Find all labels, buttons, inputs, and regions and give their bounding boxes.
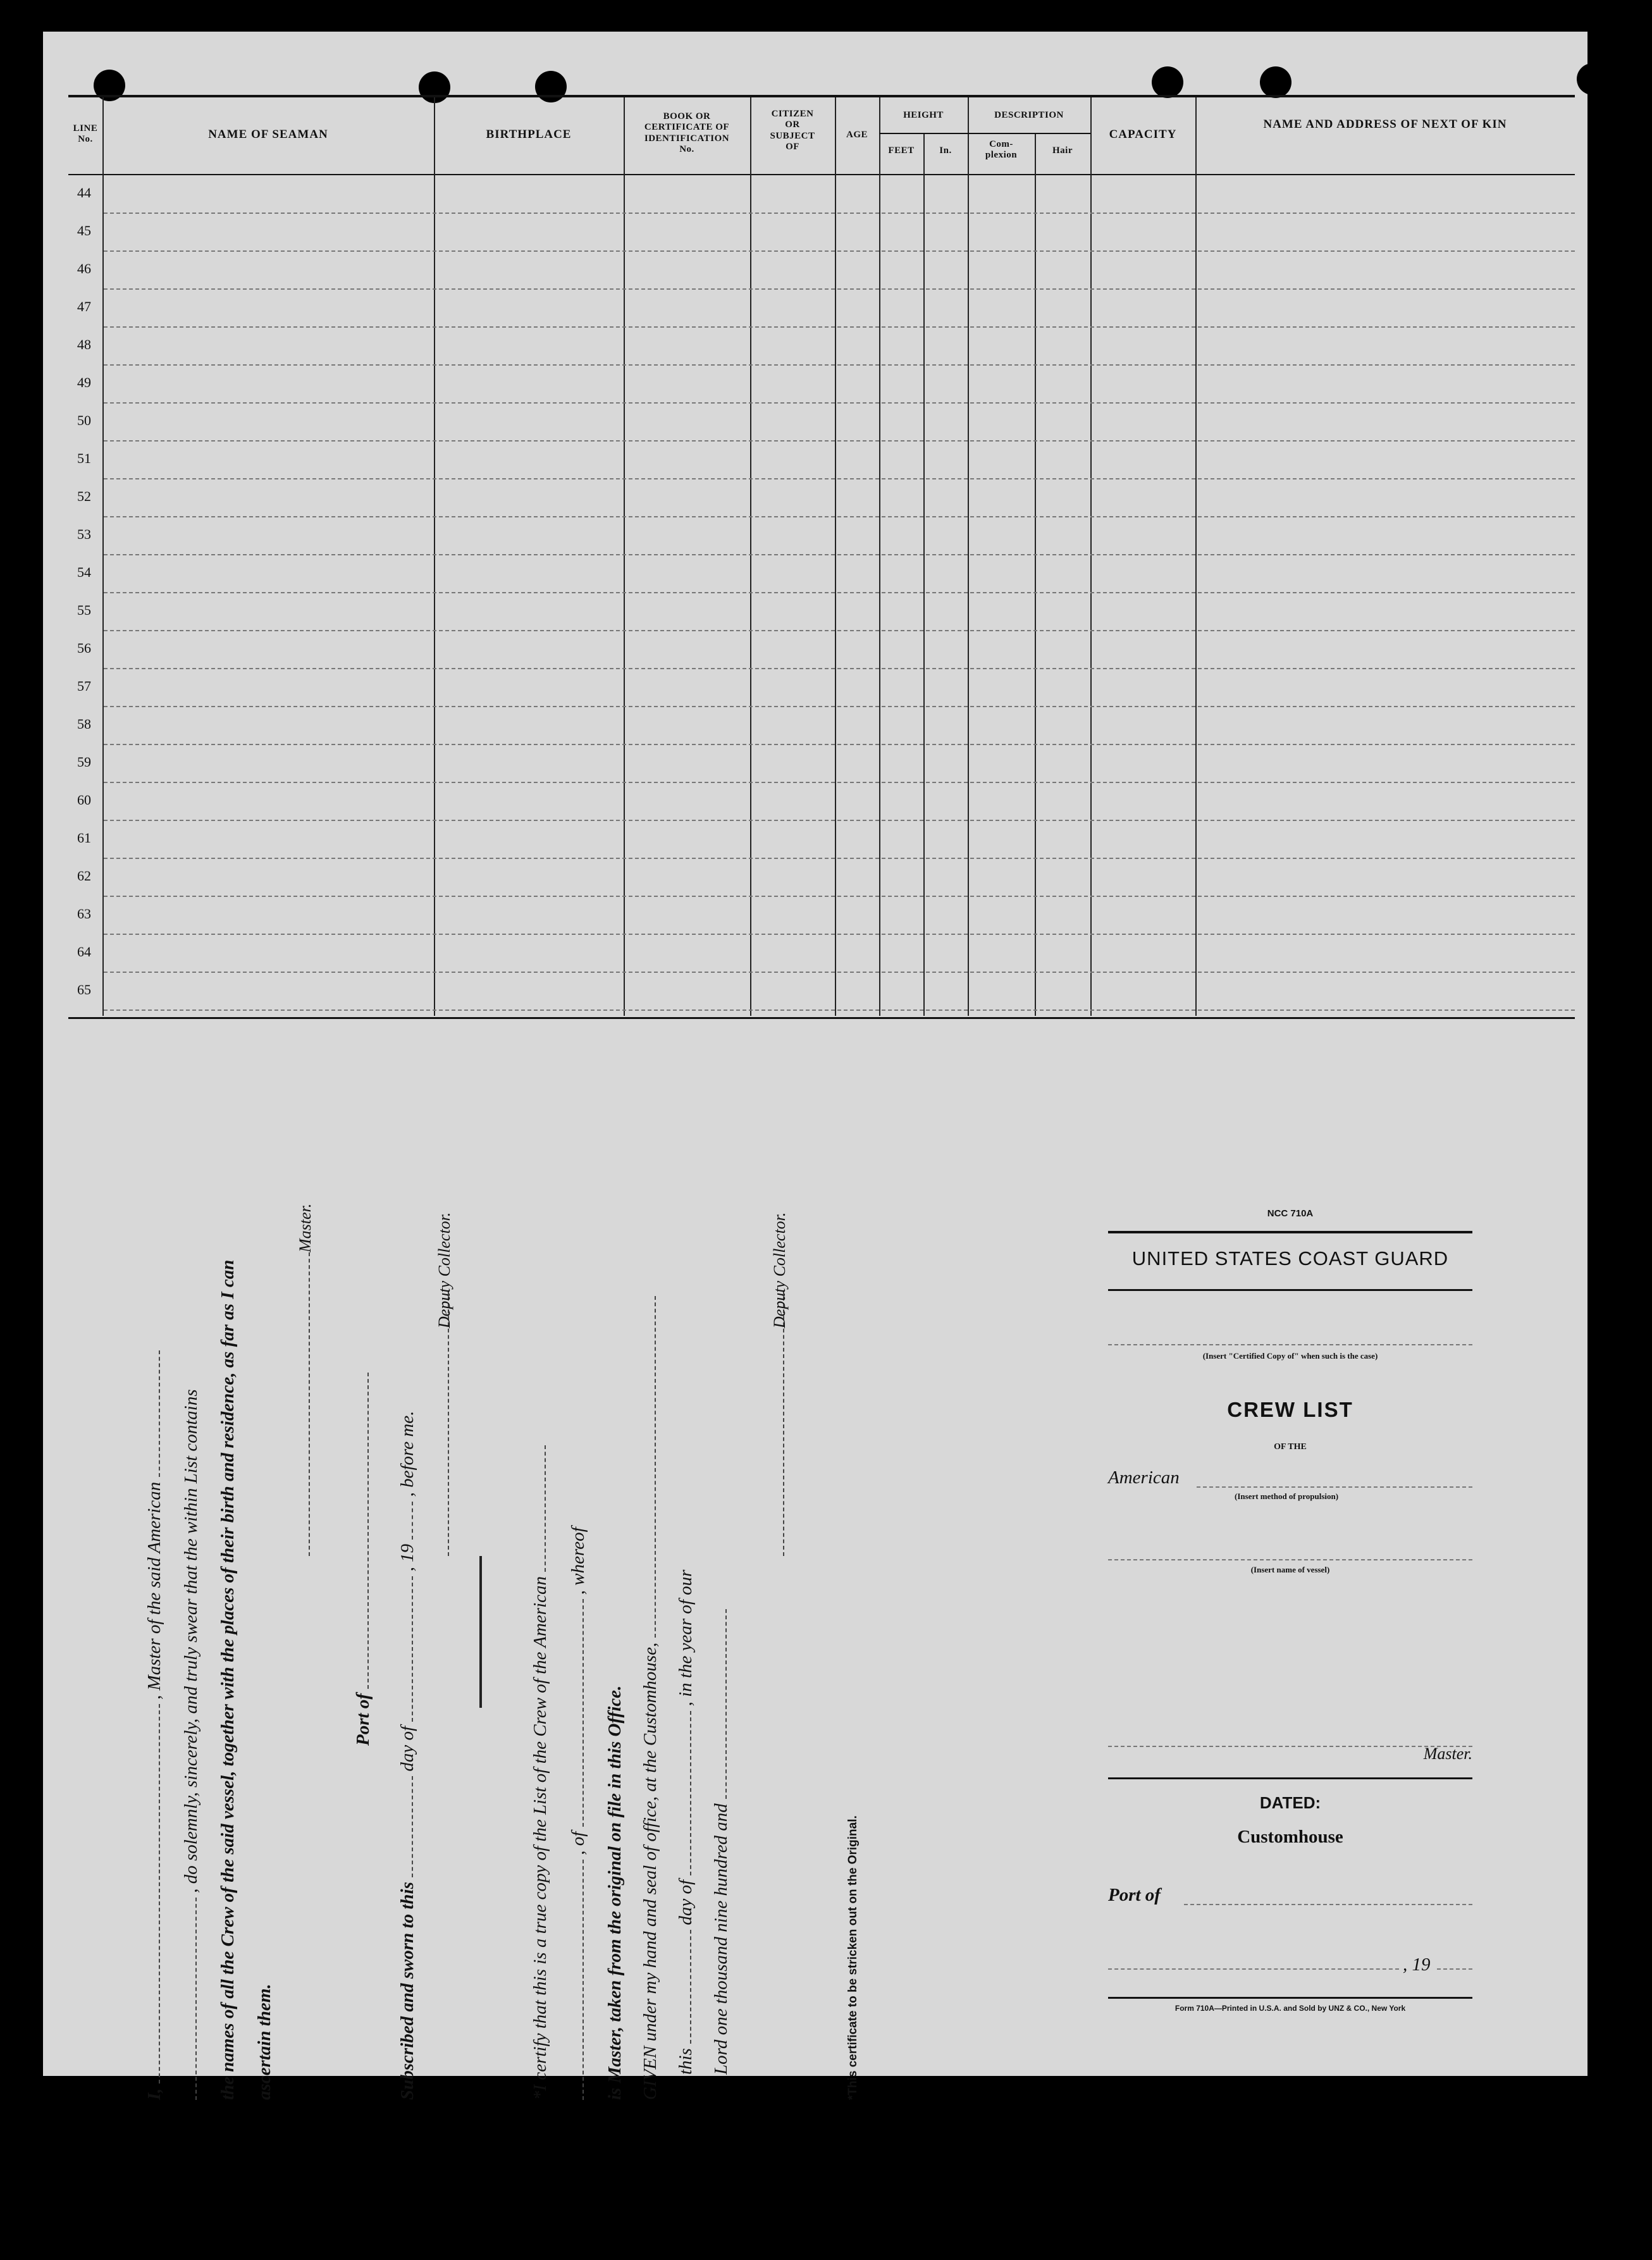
- line-number: 49: [77, 374, 91, 390]
- of-the-text: OF THE: [1274, 1442, 1307, 1452]
- master-name-blank[interactable]: [1108, 1746, 1472, 1747]
- line-number: 53: [77, 526, 91, 542]
- port-of-label: [353, 1373, 374, 1746]
- oath-master-of: , Master of the said American: [144, 1481, 164, 1700]
- separator-rule: [479, 1556, 482, 1708]
- oath-line-3: the names of all the Crew of the said vessel, together with the places of their birth and residence, as far as I can: [218, 1259, 238, 2100]
- oath-swear: , do solemnly, sincerely, and truly swear that the within List contains: [181, 1389, 201, 1893]
- cover-port-blank[interactable]: [1184, 1904, 1472, 1905]
- certify-text: *I certify that this is a true copy of the List of the Crew of the American: [530, 1576, 550, 2100]
- given-text: GIVEN under my hand and seal of office, at the Customhouse,: [640, 1642, 660, 2100]
- line-number: 62: [77, 868, 91, 884]
- col-divider: [750, 97, 751, 1016]
- col-divider: [624, 97, 625, 1016]
- line-number: 58: [77, 716, 91, 732]
- oath-line-4: ascertain them.: [254, 1984, 274, 2100]
- cover-agency-rule: [1108, 1289, 1472, 1291]
- cover-top-rule: [1108, 1231, 1472, 1233]
- header-line-no: LINE No.: [73, 123, 98, 145]
- year-blank[interactable]: [399, 1502, 413, 1540]
- col-divider: [879, 97, 880, 1016]
- certify-line-2: [568, 1527, 589, 2100]
- header-bottom-rule: [68, 174, 1575, 175]
- day-of-text: day of: [397, 1726, 417, 1772]
- given-month-blank[interactable]: [677, 1711, 691, 1875]
- deputy-collector-label-2: Deputy Collector.: [770, 1212, 789, 1328]
- header-complexion: Com- plexion: [985, 139, 1018, 161]
- deputy-signature-blank-2[interactable]: [770, 1290, 784, 1556]
- line-number: 46: [77, 261, 91, 276]
- table-row[interactable]: [104, 858, 1575, 859]
- line-number: 60: [77, 792, 91, 808]
- table-row[interactable]: [104, 934, 1575, 935]
- crew-list-title: CREW LIST: [1227, 1398, 1353, 1421]
- table-row[interactable]: [104, 440, 1575, 442]
- date-blank[interactable]: [1108, 1968, 1399, 1970]
- table-row[interactable]: [104, 896, 1575, 897]
- cover-year-blank[interactable]: [1437, 1968, 1472, 1970]
- table-row[interactable]: [104, 820, 1575, 821]
- table-row[interactable]: [104, 364, 1575, 366]
- footnote: *This certificate to be stricken out on the Original.: [846, 1815, 860, 2100]
- punch-hole: [1577, 63, 1608, 95]
- line-number: 59: [77, 754, 91, 770]
- insert-certified-note: (Insert "Certified Copy of" when such is the case): [1202, 1351, 1378, 1361]
- table-row[interactable]: [104, 516, 1575, 517]
- line-number: 52: [77, 488, 91, 504]
- header-name-of-seaman: NAME OF SEAMAN: [208, 128, 328, 141]
- certify-line-6: [711, 1609, 732, 2075]
- header-next-of-kin: NAME AND ADDRESS OF NEXT OF KIN: [1263, 118, 1507, 131]
- agency-name: UNITED STATES COAST GUARD: [1131, 1247, 1449, 1269]
- line-number: 64: [77, 944, 91, 960]
- line-number: 65: [77, 982, 91, 997]
- cover-master-label: Master.: [1423, 1744, 1472, 1763]
- cover-nineteen: , 19: [1403, 1954, 1431, 1975]
- oath-i: I,: [144, 2088, 164, 2100]
- table-row[interactable]: [104, 630, 1575, 631]
- table-row[interactable]: [104, 592, 1575, 593]
- header-height: HEIGHT: [903, 110, 944, 120]
- deputy-signature-blank-1[interactable]: [435, 1290, 449, 1556]
- punch-hole: [535, 71, 567, 102]
- year-words-blank[interactable]: [713, 1609, 727, 1799]
- table-bottom-rule: [68, 1017, 1575, 1019]
- oath-line-1: [144, 1350, 165, 2100]
- col-divider: [1090, 97, 1092, 1016]
- table-row[interactable]: [104, 250, 1575, 252]
- line-number: 56: [77, 640, 91, 656]
- master-signature-blank[interactable]: [296, 1252, 310, 1556]
- col-divider: [102, 97, 104, 1016]
- form-code: NCC 710A: [1267, 1208, 1314, 1219]
- certified-blank[interactable]: [1108, 1344, 1472, 1345]
- insert-method-note: (Insert method of propulsion): [1235, 1491, 1339, 1501]
- table-row[interactable]: [104, 288, 1575, 290]
- deputy-collector-label-1: Deputy Collector.: [435, 1212, 453, 1328]
- punch-hole: [1152, 66, 1183, 98]
- propulsion-blank[interactable]: [1197, 1486, 1472, 1488]
- master-name-blank[interactable]: [146, 1704, 160, 2084]
- line-number: 48: [77, 337, 91, 352]
- header-birthplace: BIRTHPLACE: [486, 128, 572, 141]
- header-description: DESCRIPTION: [994, 110, 1064, 120]
- vessel-name-blank[interactable]: [183, 1898, 197, 2100]
- vessel-blank[interactable]: [146, 1350, 160, 1477]
- line-number: 50: [77, 412, 91, 428]
- header-in: In.: [939, 145, 952, 156]
- table-row[interactable]: [104, 326, 1575, 328]
- subscribed-line: [397, 1411, 418, 2100]
- line-number: 47: [77, 299, 91, 314]
- this-text: this: [675, 2048, 696, 2075]
- cover-port-of-label: Port of: [1108, 1885, 1161, 1905]
- line-number: 63: [77, 906, 91, 922]
- master-label: Master.: [296, 1203, 314, 1252]
- certify-name-blank[interactable]: [570, 1860, 584, 2100]
- certify-of: , of: [568, 1831, 588, 1855]
- year-of-our-text: , in the year of our: [675, 1569, 696, 1707]
- table-row[interactable]: [104, 402, 1575, 404]
- table-row[interactable]: [104, 213, 1575, 214]
- cover-panel: [1108, 1208, 1472, 2030]
- insert-vessel-note: (Insert name of vessel): [1250, 1565, 1330, 1574]
- table-row[interactable]: [104, 554, 1575, 555]
- table-top-rule: [68, 95, 1575, 97]
- day-blank[interactable]: [399, 1776, 413, 1877]
- col-divider: [923, 133, 925, 1016]
- certify-port-blank[interactable]: [570, 1599, 584, 1827]
- oath-certificate: [138, 1203, 1087, 2100]
- line-number: 61: [77, 830, 91, 846]
- cover-bottom-rule: [1108, 1997, 1472, 1999]
- certify-whereof: , whereof: [568, 1527, 588, 1595]
- table-row[interactable]: [104, 744, 1575, 745]
- header-feet: FEET: [888, 145, 915, 156]
- table-row[interactable]: [104, 668, 1575, 669]
- punch-hole: [1260, 66, 1291, 98]
- vessel-name-blank[interactable]: [1108, 1559, 1472, 1560]
- printer-imprint: Form 710A—Printed in U.S.A. and Sold by UNZ & CO., New York: [1174, 2004, 1406, 2013]
- customhouse-label: Customhouse: [1237, 1827, 1343, 1847]
- height-sub-rule: [879, 133, 968, 134]
- line-number: 57: [77, 678, 91, 694]
- given-day-blank[interactable]: [677, 1930, 691, 2044]
- given-day-of: day of: [675, 1879, 696, 1925]
- col-divider: [1195, 97, 1197, 1016]
- subscribed-text: Subscribed and sworn to this: [397, 1882, 417, 2100]
- port-blank[interactable]: [355, 1373, 369, 1689]
- col-divider: [1035, 133, 1036, 1016]
- customhouse-blank[interactable]: [642, 1296, 656, 1638]
- line-number: 44: [77, 185, 91, 201]
- month-blank[interactable]: [399, 1576, 413, 1722]
- certify-vessel-blank[interactable]: [532, 1445, 546, 1572]
- table-row[interactable]: [104, 478, 1575, 479]
- line-number: 55: [77, 602, 91, 618]
- american-label: American: [1108, 1467, 1180, 1488]
- header-book-certificate: BOOK OR CERTIFICATE OF IDENTIFICATION No.: [644, 111, 730, 154]
- header-hair: Hair: [1052, 145, 1073, 156]
- description-sub-rule: [968, 133, 1090, 134]
- lord-text: Lord one thousand nine hundred and: [711, 1803, 731, 2075]
- col-divider: [434, 97, 435, 1016]
- certify-line-3: is Master, taken from the original on file in this Office.: [605, 1685, 625, 2100]
- table-row[interactable]: [104, 706, 1575, 707]
- certify-line-5: [675, 1570, 696, 2075]
- header-age: AGE: [846, 130, 868, 140]
- line-number: 54: [77, 564, 91, 580]
- certify-line-1: [530, 1445, 551, 2100]
- col-divider: [968, 97, 969, 1016]
- line-number: 45: [77, 223, 91, 238]
- port-of-text: Port of: [353, 1693, 373, 1746]
- table-row[interactable]: [104, 972, 1575, 973]
- dated-label: DATED:: [1259, 1793, 1321, 1812]
- table-row[interactable]: [104, 782, 1575, 783]
- oath-line-2: [181, 1389, 202, 2100]
- before-me-text: , before me.: [397, 1411, 417, 1497]
- form-page: [43, 32, 1587, 2100]
- line-number: 51: [77, 450, 91, 466]
- header-citizen: CITIZEN OR SUBJECT OF: [770, 109, 815, 152]
- certify-line-4: [640, 1296, 661, 2100]
- col-divider: [835, 97, 836, 1016]
- header-capacity: CAPACITY: [1109, 128, 1177, 141]
- table-row[interactable]: [104, 1010, 1575, 1011]
- year-prefix: , 19: [397, 1543, 417, 1572]
- cover-mid-rule: [1108, 1777, 1472, 1779]
